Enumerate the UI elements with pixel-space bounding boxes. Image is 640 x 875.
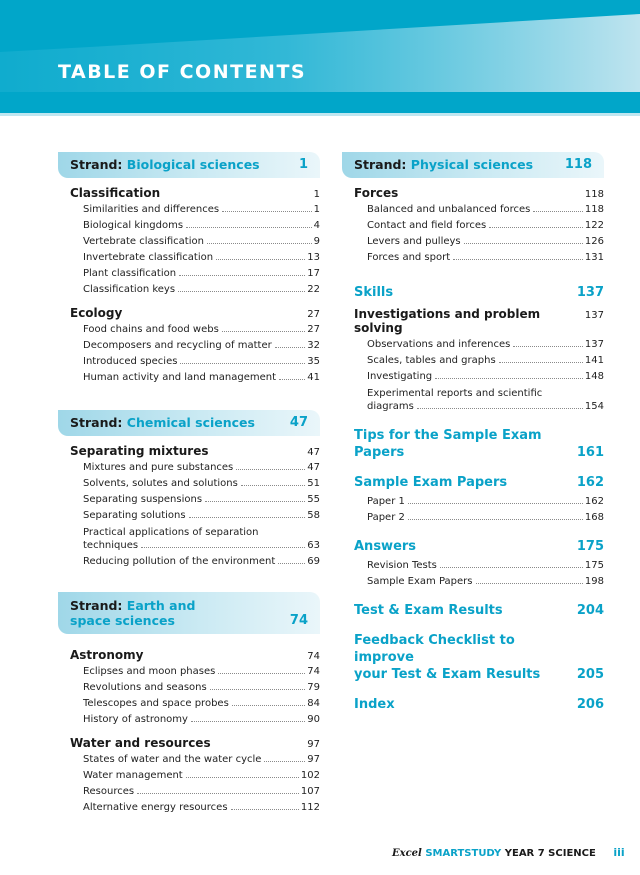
page-number: iii	[613, 846, 625, 859]
strand-page: 47	[289, 415, 308, 430]
entry-page: 118	[584, 204, 604, 215]
entry-title: Mixtures and pure substances	[83, 462, 234, 473]
strand-chemical-sciences[interactable]	[58, 410, 320, 436]
strand-name: Chemical sciences	[126, 415, 255, 430]
entry-title: Resources	[83, 786, 135, 797]
leader-dots	[191, 721, 305, 722]
toc-entry[interactable]	[58, 524, 320, 554]
entry-page: 51	[307, 478, 320, 489]
toc-entry[interactable]	[58, 202, 320, 218]
section-title-line1: Feedback Checklist to improve	[354, 633, 515, 665]
leader-dots	[435, 378, 583, 379]
section-page: 205	[576, 667, 604, 682]
leader-dots	[417, 408, 583, 409]
toc-entry[interactable]	[58, 752, 320, 768]
leader-dots	[489, 227, 583, 228]
topic-water-and-resources[interactable]	[58, 736, 320, 750]
entry-title: Introduced species	[83, 356, 178, 367]
entry-page: 84	[307, 698, 320, 709]
strand-page: 118	[564, 157, 592, 172]
section-tips[interactable]	[342, 427, 604, 461]
leader-dots	[210, 689, 306, 690]
entry-page: 112	[300, 802, 320, 813]
toc-entry[interactable]	[342, 574, 604, 590]
entry-title: Alternative energy resources	[83, 802, 228, 813]
topic-title: Forces	[354, 186, 399, 200]
strand-name: Biological sciences	[126, 157, 260, 172]
entry-page: 148	[584, 371, 604, 382]
section-page: 175	[576, 539, 604, 554]
leader-dots	[232, 705, 305, 706]
entry-page: 102	[300, 770, 320, 781]
topic-astronomy[interactable]	[58, 648, 320, 662]
section-test-exam-results[interactable]	[342, 602, 604, 619]
leader-dots	[222, 211, 312, 212]
toc-entry[interactable]	[58, 234, 320, 250]
toc-entry[interactable]	[342, 353, 604, 369]
strand-label: Strand:	[70, 598, 123, 613]
leader-dots	[440, 567, 583, 568]
toc-entry[interactable]	[58, 800, 320, 816]
section-feedback-checklist[interactable]	[342, 632, 604, 683]
leader-dots	[216, 259, 305, 260]
section-page: 206	[576, 697, 604, 712]
strand-name-line2: space sciences	[70, 613, 175, 628]
entry-title: Investigating	[367, 371, 433, 382]
toc-entry[interactable]	[58, 712, 320, 728]
leader-dots	[279, 379, 305, 380]
entry-title: Solvents, solutes and solutions	[83, 478, 238, 489]
entry-page: 55	[307, 494, 320, 505]
entry-page: 97	[307, 754, 320, 765]
topic-page: 1	[313, 189, 320, 200]
toc-entry[interactable]	[58, 508, 320, 524]
strand-label: Strand:	[70, 415, 123, 430]
entry-title: Biological kingdoms	[83, 220, 184, 231]
topic-page: 97	[307, 739, 320, 750]
entry-page: 9	[313, 236, 320, 247]
toc-entry[interactable]	[58, 370, 320, 386]
toc-entry[interactable]	[58, 322, 320, 338]
toc-entry[interactable]	[342, 234, 604, 250]
header-banner	[0, 0, 640, 113]
toc-entry[interactable]	[58, 354, 320, 370]
entry-title: Food chains and food webs	[83, 324, 219, 335]
toc-entry[interactable]	[342, 250, 604, 266]
leader-dots	[222, 331, 305, 332]
entry-title: Observations and inferences	[367, 339, 511, 350]
leader-dots	[533, 211, 583, 212]
entry-title: Classification keys	[83, 284, 176, 295]
topic-title: Investigations and problem solving	[354, 307, 541, 335]
section-page: 204	[576, 603, 604, 618]
entry-title: Levers and pulleys	[367, 236, 461, 247]
leader-dots	[241, 485, 305, 486]
toc-entry[interactable]	[58, 664, 320, 680]
toc-entry[interactable]	[342, 494, 604, 510]
topic-page: 118	[584, 189, 604, 200]
entry-title: Separating solutions	[83, 510, 186, 521]
topic-separating-mixtures[interactable]	[58, 444, 320, 458]
toc-entry[interactable]	[342, 202, 604, 218]
strand-physical-sciences[interactable]	[342, 152, 604, 178]
toc-entry[interactable]	[58, 476, 320, 492]
leader-dots	[408, 503, 583, 504]
entry-page: 69	[307, 556, 320, 567]
toc-entry[interactable]	[58, 784, 320, 800]
banner-sheen	[0, 0, 640, 113]
strand-name: Physical sciences	[410, 157, 534, 172]
strand-biological-sciences[interactable]	[58, 152, 320, 178]
strand-label: Strand:	[354, 157, 407, 172]
section-page: 137	[576, 285, 604, 300]
topic-title: Water and resources	[70, 736, 211, 750]
leader-dots	[464, 243, 583, 244]
section-title: Answers	[354, 539, 417, 554]
entry-page: 47	[307, 462, 320, 473]
entry-title-line1: Experimental reports and scientific	[367, 388, 543, 399]
entry-title: Forces and sport	[367, 252, 451, 263]
entry-page: 58	[307, 510, 320, 521]
entry-page: 122	[584, 220, 604, 231]
leader-dots	[207, 243, 312, 244]
leader-dots	[231, 809, 299, 810]
toc-entry[interactable]	[58, 554, 320, 570]
banner-edge	[0, 113, 640, 116]
toc-entry[interactable]	[58, 460, 320, 476]
section-index[interactable]	[342, 696, 604, 713]
strand-page: 74	[289, 613, 308, 628]
strand-earth-space-sciences[interactable]	[58, 592, 320, 634]
entry-title: Invertebrate classification	[83, 252, 214, 263]
toc-entry[interactable]	[342, 369, 604, 385]
toc-entry[interactable]	[58, 338, 320, 354]
entry-title: Eclipses and moon phases	[83, 666, 216, 677]
entry-page: 198	[584, 576, 604, 587]
entry-page: 90	[307, 714, 320, 725]
topic-classification[interactable]	[58, 186, 320, 200]
strand-page: 1	[298, 157, 308, 172]
entry-title: Decomposers and recycling of matter	[83, 340, 272, 351]
entry-title: Plant classification	[83, 268, 177, 279]
entry-title: Paper 2	[367, 512, 405, 523]
entry-title: Separating suspensions	[83, 494, 203, 505]
page-title: TABLE OF CONTENTS	[58, 61, 307, 83]
topic-page: 137	[584, 310, 604, 321]
section-skills[interactable]	[342, 284, 604, 301]
toc-entry[interactable]	[58, 696, 320, 712]
leader-dots	[278, 563, 305, 564]
entry-title: Human activity and land management	[83, 372, 277, 383]
toc-entry[interactable]	[58, 492, 320, 508]
entry-page: 35	[307, 356, 320, 367]
entry-title: Reducing pollution of the environment	[83, 556, 276, 567]
section-title-line1: Tips for the Sample Exam	[354, 428, 542, 443]
entry-page: 131	[584, 252, 604, 263]
entry-page: 126	[584, 236, 604, 247]
entry-title: Paper 1	[367, 496, 405, 507]
entry-page: 154	[584, 401, 604, 412]
leader-dots	[180, 363, 305, 364]
section-title: Test & Exam Results	[354, 603, 503, 618]
toc-right-column	[342, 152, 604, 713]
topic-title: Astronomy	[70, 648, 144, 662]
toc-entry[interactable]	[58, 250, 320, 266]
topic-forces[interactable]	[342, 186, 604, 200]
section-title: Sample Exam Papers	[354, 475, 508, 490]
topic-page: 47	[307, 447, 320, 458]
entry-title: Similarities and differences	[83, 204, 220, 215]
entry-page: 79	[307, 682, 320, 693]
section-title-line2: your Test & Exam Results	[354, 667, 541, 682]
page-footer	[392, 846, 625, 859]
leader-dots	[186, 227, 312, 228]
leader-dots	[179, 275, 305, 276]
toc-entry[interactable]	[58, 768, 320, 784]
entry-title: States of water and the water cycle	[83, 754, 262, 765]
leader-dots	[513, 346, 583, 347]
section-title: Skills	[354, 285, 394, 300]
entry-title: Telescopes and space probes	[83, 698, 229, 709]
toc-entry[interactable]	[342, 558, 604, 574]
leader-dots	[178, 291, 305, 292]
section-sample-exam-papers[interactable]	[342, 474, 604, 491]
entry-title: Revolutions and seasons	[83, 682, 207, 693]
section-page: 161	[576, 445, 604, 460]
entry-page: 74	[307, 666, 320, 677]
entry-page: 22	[307, 284, 320, 295]
toc-entry[interactable]	[58, 266, 320, 282]
section-title: Index	[354, 697, 395, 712]
toc-entry[interactable]	[58, 218, 320, 234]
leader-dots	[205, 501, 305, 502]
entry-title-line1: Practical applications of separation	[83, 527, 259, 538]
topic-page: 74	[307, 651, 320, 662]
section-page: 162	[576, 475, 604, 490]
leader-dots	[141, 547, 305, 548]
entry-page: 107	[300, 786, 320, 797]
toc-entry[interactable]	[342, 510, 604, 526]
entry-page: 63	[307, 540, 320, 551]
leader-dots	[499, 362, 583, 363]
entry-title: Revision Tests	[367, 560, 437, 571]
entry-title: Water management	[83, 770, 183, 781]
toc-entry[interactable]	[58, 282, 320, 298]
topic-ecology[interactable]	[58, 306, 320, 320]
topic-title: Classification	[70, 186, 161, 200]
toc-left-column	[58, 152, 320, 816]
topic-title: Separating mixtures	[70, 444, 209, 458]
leader-dots	[236, 469, 305, 470]
entry-page: 13	[307, 252, 320, 263]
leader-dots	[408, 519, 583, 520]
entry-title: Balanced and unbalanced forces	[367, 204, 531, 215]
entry-page: 141	[584, 355, 604, 366]
entry-title-line2: diagrams	[367, 401, 414, 412]
toc-entry[interactable]	[342, 218, 604, 234]
entry-page: 168	[584, 512, 604, 523]
topic-title: Ecology	[70, 306, 123, 320]
book-subject: YEAR 7 SCIENCE	[504, 848, 596, 859]
entry-page: 32	[307, 340, 320, 351]
topic-investigations[interactable]	[342, 307, 604, 335]
section-title-line2: Papers	[354, 445, 405, 460]
entry-page: 27	[307, 324, 320, 335]
strand-name-line1: Earth and	[126, 598, 196, 613]
leader-dots	[476, 583, 583, 584]
topic-page: 27	[307, 309, 320, 320]
entry-title: Sample Exam Papers	[367, 576, 473, 587]
entry-title-line2: techniques	[83, 540, 139, 551]
leader-dots	[137, 793, 299, 794]
entry-title: Vertebrate classification	[83, 236, 204, 247]
entry-page: 137	[584, 339, 604, 350]
entry-page: 4	[313, 220, 320, 231]
leader-dots	[453, 259, 583, 260]
entry-title: Contact and field forces	[367, 220, 487, 231]
brand-logo: Excel	[392, 848, 422, 859]
leader-dots	[264, 761, 305, 762]
toc-entry[interactable]	[342, 385, 604, 415]
strand-label: Strand:	[70, 157, 123, 172]
entry-title: History of astronomy	[83, 714, 188, 725]
entry-page: 17	[307, 268, 320, 279]
toc-entry[interactable]	[342, 337, 604, 353]
entry-page: 41	[307, 372, 320, 383]
entry-page: 175	[584, 560, 604, 571]
series-name: SMARTSTUDY	[425, 848, 502, 859]
entry-title: Scales, tables and graphs	[367, 355, 496, 366]
section-answers[interactable]	[342, 538, 604, 555]
leader-dots	[189, 517, 306, 518]
leader-dots	[275, 347, 306, 348]
entry-page: 162	[584, 496, 604, 507]
leader-dots	[186, 777, 299, 778]
entry-page: 1	[313, 204, 320, 215]
leader-dots	[218, 673, 305, 674]
toc-entry[interactable]	[58, 680, 320, 696]
